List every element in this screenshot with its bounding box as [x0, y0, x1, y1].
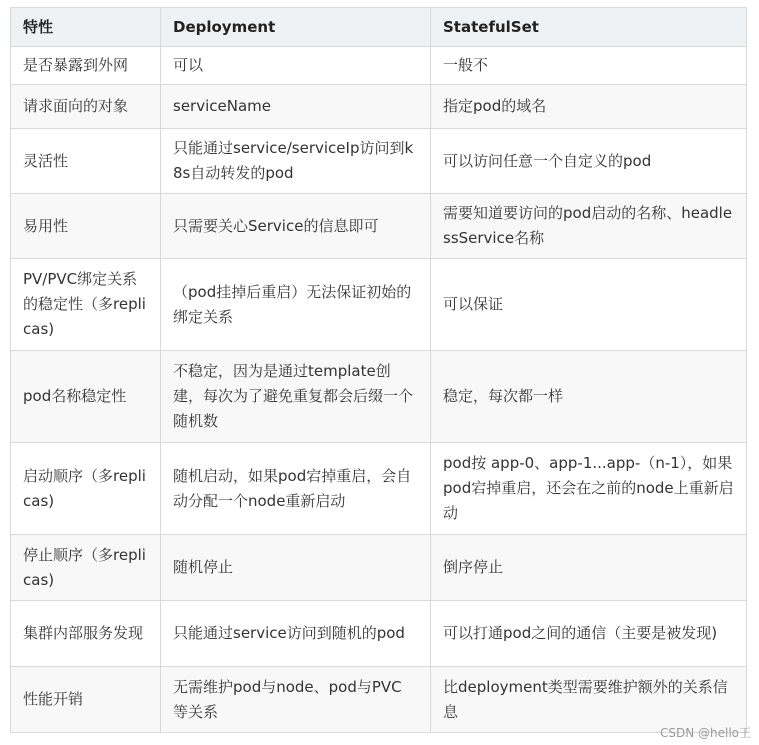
table-header	[11, 8, 747, 47]
comparison-table	[10, 7, 747, 733]
table-body	[11, 47, 747, 733]
row-statefulset-cell: 稳定，每次都一样	[431, 351, 747, 443]
table-row	[11, 535, 747, 601]
row-feature-cell: 是否暴露到外网	[11, 47, 161, 85]
table-row	[11, 601, 747, 667]
row-statefulset-cell: 需要知道要访问的pod启动的名称、headlessService名称	[431, 194, 747, 259]
watermark: CSDN @hello王	[659, 726, 751, 740]
row-deployment-cell: （pod挂掉后重启）无法保证初始的绑定关系	[161, 259, 431, 351]
row-deployment-cell: 只能通过service访问到随机的pod	[161, 601, 431, 667]
table-row	[11, 47, 747, 85]
row-deployment-cell: 不稳定，因为是通过template创建，每次为了避免重复都会后缀一个随机数	[161, 351, 431, 443]
row-statefulset-cell: 一般不	[431, 47, 747, 85]
table-row	[11, 667, 747, 733]
row-statefulset-cell: 可以打通pod之间的通信（主要是被发现)	[431, 601, 747, 667]
row-feature-cell: 易用性	[11, 194, 161, 259]
row-feature-cell: 性能开销	[11, 667, 161, 733]
header-cell-feature: 特性	[11, 8, 161, 47]
row-deployment-cell: 随机停止	[161, 535, 431, 601]
header-row	[11, 8, 747, 47]
row-feature-cell: 停止顺序（多replicas)	[11, 535, 161, 601]
table-row	[11, 351, 747, 443]
row-statefulset-cell: 比deployment类型需要维护额外的关系信息	[431, 667, 747, 733]
row-deployment-cell: 随机启动，如果pod宕掉重启，会自动分配一个node重新启动	[161, 443, 431, 535]
row-statefulset-cell: 指定pod的域名	[431, 85, 747, 129]
table-row	[11, 129, 747, 194]
row-statefulset-cell: pod按 app-0、app-1...app-（n-1），如果pod宕掉重启，还会在之前的node上重新启动	[431, 443, 747, 535]
row-feature-cell: 集群内部服务发现	[11, 601, 161, 667]
row-deployment-cell: 可以	[161, 47, 431, 85]
table-row	[11, 194, 747, 259]
row-deployment-cell: 无需维护pod与node、pod与PVC 等关系	[161, 667, 431, 733]
header-cell-deployment: Deployment	[161, 8, 431, 47]
row-feature-cell: 灵活性	[11, 129, 161, 194]
row-deployment-cell: 只能通过service/serviceIp访问到k8s自动转发的pod	[161, 129, 431, 194]
row-feature-cell: pod名称稳定性	[11, 351, 161, 443]
row-statefulset-cell: 倒序停止	[431, 535, 747, 601]
row-feature-cell: PV/PVC绑定关系的稳定性（多replicas)	[11, 259, 161, 351]
table-row	[11, 443, 747, 535]
row-statefulset-cell: 可以保证	[431, 259, 747, 351]
header-cell-statefulset: StatefulSet	[431, 8, 747, 47]
row-statefulset-cell: 可以访问任意一个自定义的pod	[431, 129, 747, 194]
row-deployment-cell: 只需要关心Service的信息即可	[161, 194, 431, 259]
table-row	[11, 259, 747, 351]
row-feature-cell: 请求面向的对象	[11, 85, 161, 129]
row-deployment-cell: serviceName	[161, 85, 431, 129]
row-feature-cell: 启动顺序（多replicas)	[11, 443, 161, 535]
table-row	[11, 85, 747, 129]
